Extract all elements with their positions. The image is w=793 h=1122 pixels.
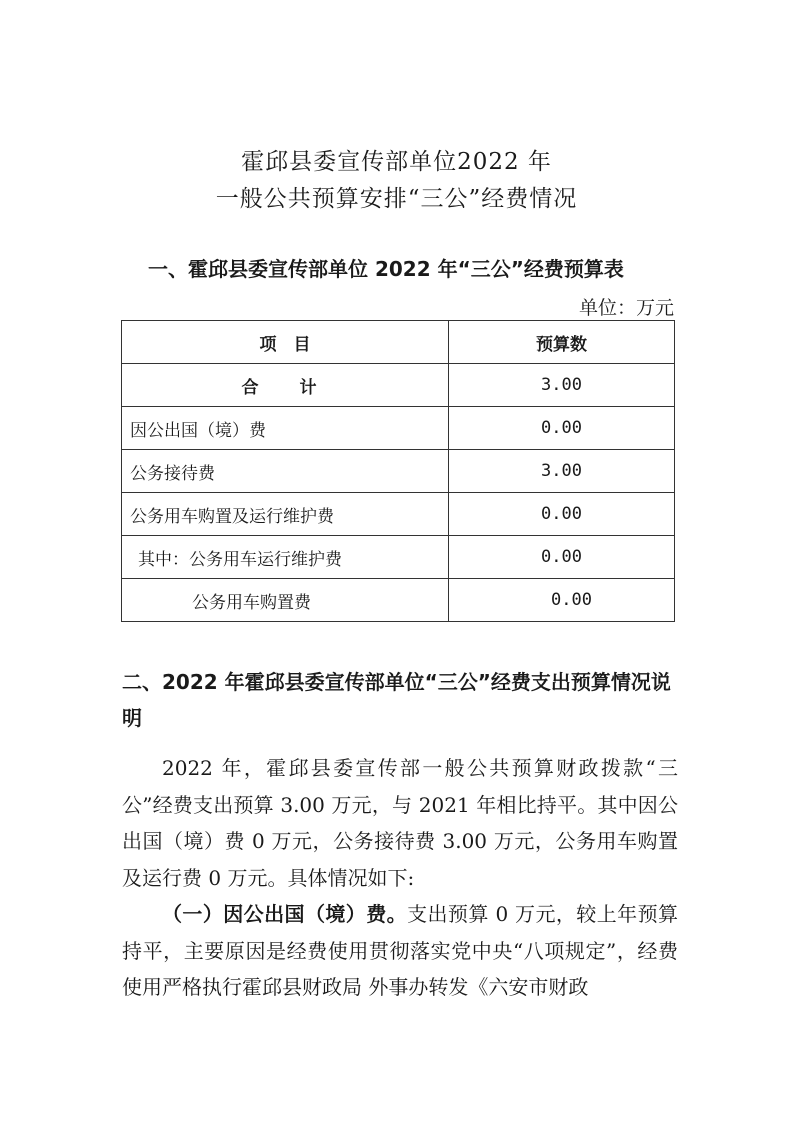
table-header-budget: 预算数 xyxy=(449,321,675,364)
section1-heading: 一、霍邱县委宣传部单位 2022 年“三公”经费预算表 xyxy=(148,257,624,281)
table-header-row xyxy=(122,321,675,364)
section2-heading: 二、2022 年霍邱县委宣传部单位“三公”经费支出预算情况说明 xyxy=(122,670,671,730)
paragraph-2-lead: （一）因公出国（境）费。 xyxy=(162,902,408,926)
row-value-overseas: 0.00 xyxy=(449,407,675,450)
row-value-vehicle-maintenance: 0.00 xyxy=(449,536,675,579)
table-row xyxy=(122,579,675,622)
table-row xyxy=(122,450,675,493)
row-label-vehicle: 公务用车购置及运行维护费 xyxy=(122,493,449,536)
table-row xyxy=(122,493,675,536)
row-value-reception: 3.00 xyxy=(449,450,675,493)
budget-table xyxy=(121,320,675,622)
row-label-vehicle-purchase: 公务用车购置费 xyxy=(122,579,449,622)
row-label-vehicle-maintenance: 其中：公务用车运行维护费 xyxy=(122,536,449,579)
paragraph-2 xyxy=(122,896,678,1006)
row-label-total: 合 计 xyxy=(122,364,449,407)
paragraph-2-body: 支出预算 0 万元，较上年预算持平，主要原因是经费使用贯彻落实党中央“八项规定”，经费使用严格执行霍邱县财政局 外事办转发《六安市财政 xyxy=(122,902,678,999)
paragraph-1: 2022 年，霍邱县委宣传部一般公共预算财政拨款“三公”经费支出预算 3.00 万元，与 2021 年相比持平。其中因公出国（境）费 0 万元，公务接待费 3.00 万元，公务用车购置及运行费 0 万元。具体情况如下: xyxy=(122,756,678,890)
row-value-vehicle: 0.00 xyxy=(449,493,675,536)
row-value-total: 3.00 xyxy=(449,364,675,407)
document-title-line2: 一般公共预算安排“三公”经费情况 xyxy=(215,186,578,212)
table-row xyxy=(122,364,675,407)
document-title-line1: 霍邱县委宣传部单位2022 年 xyxy=(241,149,552,175)
table-row xyxy=(122,407,675,450)
unit-label: 单位：万元 xyxy=(578,297,674,319)
row-label-reception: 公务接待费 xyxy=(122,450,449,493)
row-value-vehicle-purchase: 0.00 xyxy=(449,579,675,622)
table-row xyxy=(122,536,675,579)
row-label-overseas: 因公出国（境）费 xyxy=(122,407,449,450)
table-header-item: 项 目 xyxy=(122,321,449,364)
